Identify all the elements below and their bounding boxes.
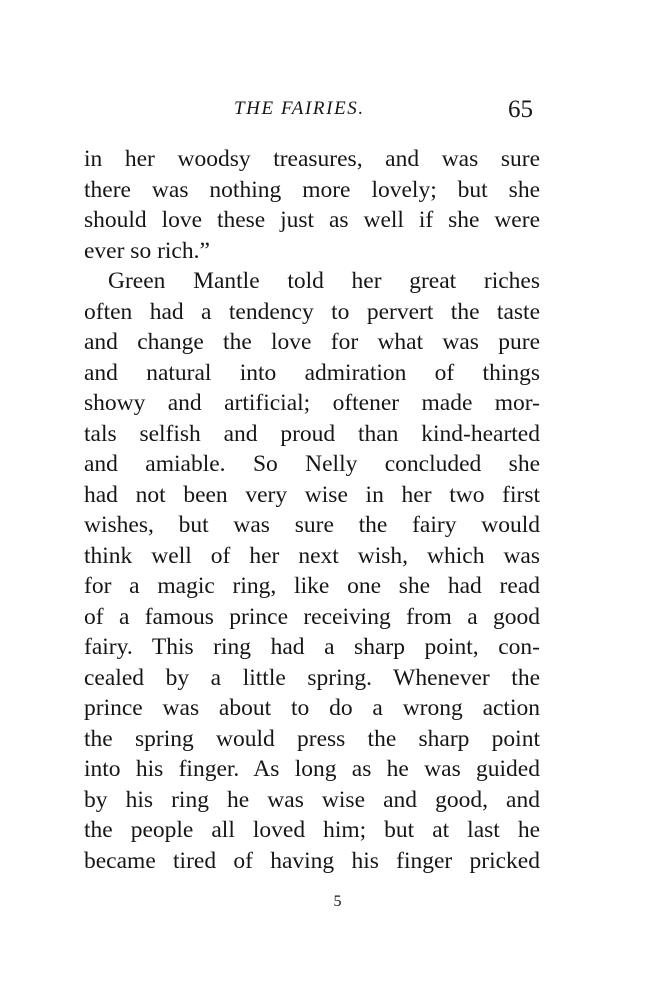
text-line: ever so rich.” xyxy=(84,237,210,264)
text-line: there was nothing more lovely; but she xyxy=(84,176,540,203)
text-line: prince was about to do a wrong action xyxy=(84,695,540,721)
text-line: wishes, but was sure the fairy would xyxy=(84,512,540,538)
page-number: 65 xyxy=(508,96,533,123)
text-line: tals selfish and proud than kind-hearted xyxy=(84,420,540,447)
body-text xyxy=(84,144,540,876)
paragraph-first-line: Green Mantle told her great riches xyxy=(108,268,540,294)
text-line: by his ring he was wise and good, and xyxy=(84,786,540,813)
text-line: the spring would press the sharp point xyxy=(84,725,540,752)
text-line: cealed by a little spring. Whenever the xyxy=(84,664,540,691)
text-line: into his finger. As long as he was guided xyxy=(84,756,540,782)
text-line: in her woodsy treasures, and was sure xyxy=(84,146,540,172)
text-line: and change the love for what was pure xyxy=(84,329,540,355)
text-line: the people all loved him; but at last he xyxy=(84,817,540,843)
text-line: had not been very wise in her two first xyxy=(84,481,540,508)
text-line: think well of her next wish, which was xyxy=(84,542,540,569)
text-line: fairy. This ring had a sharp point, con- xyxy=(84,634,540,660)
text-line: showy and artificial; oftener made mor- xyxy=(84,390,540,416)
text-line: and natural into admiration of things xyxy=(84,359,540,386)
text-line: of a famous prince receiving from a good xyxy=(84,603,540,630)
text-line: for a magic ring, like one she had read xyxy=(84,573,540,599)
signature-mark: 5 xyxy=(333,893,342,910)
text-line: often had a tendency to pervert the taste xyxy=(84,298,540,325)
running-head xyxy=(0,96,653,126)
text-line: and amiable. So Nelly concluded she xyxy=(84,451,540,477)
text-line: should love these just as well if she were xyxy=(84,207,540,233)
text-line: became tired of having his finger pricked xyxy=(84,847,540,874)
running-title: THE FAIRIES. xyxy=(234,98,365,119)
